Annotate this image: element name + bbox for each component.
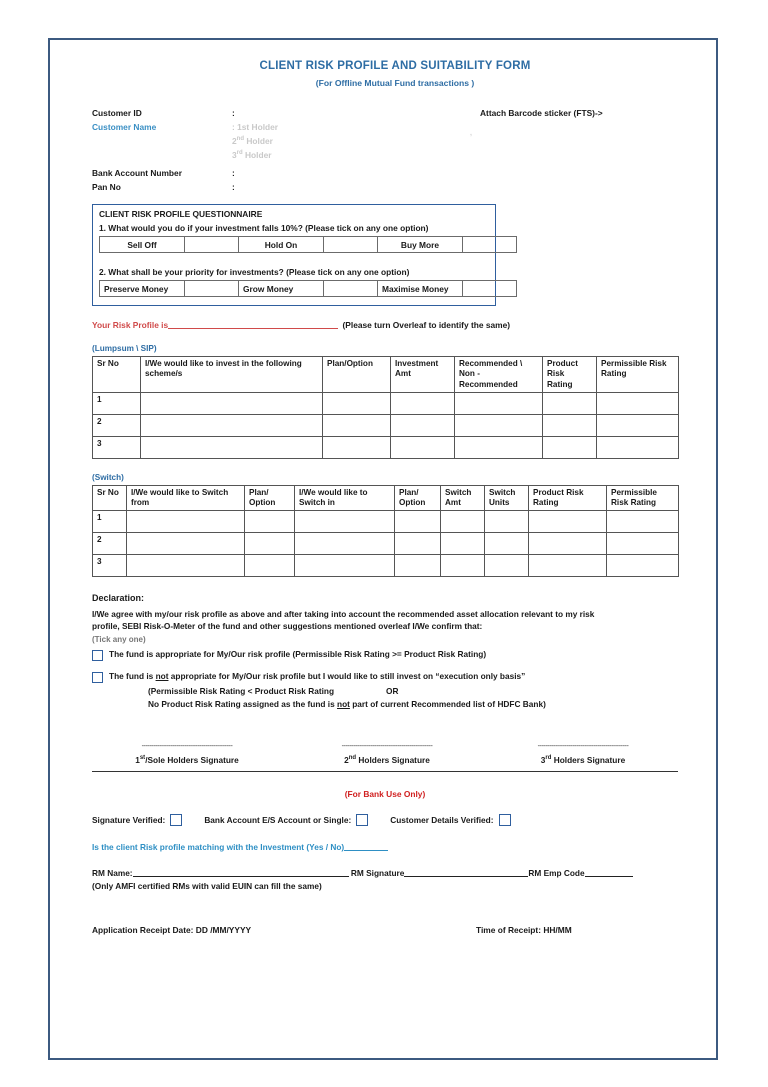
table-header-row xyxy=(93,485,679,511)
switch-row-1-units[interactable] xyxy=(485,511,529,533)
holder2-text: Holder xyxy=(244,136,273,146)
sig1-number: 1 xyxy=(135,755,140,766)
option2-text-a: The fund is xyxy=(109,671,156,682)
declaration-sub-or: OR xyxy=(386,686,399,697)
customer-details-verified-label: Customer Details Verified: xyxy=(390,815,494,826)
switch-row-1-sr: 1 xyxy=(93,511,127,533)
bank-account-number-colon: : xyxy=(232,168,235,178)
customer-name-label: Customer Name xyxy=(92,122,157,132)
signature-block-holder-1[interactable] xyxy=(92,743,282,765)
pan-no-label: Pan No xyxy=(92,182,121,192)
sub2-not-word: not xyxy=(337,699,350,710)
lumpsum-row-3-permissible-risk[interactable] xyxy=(597,436,679,458)
lumpsum-row-1-product-risk[interactable] xyxy=(543,392,597,414)
lumpsum-sip-table xyxy=(92,356,679,459)
risk-profile-match-question xyxy=(92,842,678,852)
sub2-text-b: part of current Recommended list of HDFC Bank) xyxy=(349,699,546,710)
switch-row-1-product-risk[interactable] xyxy=(529,511,607,533)
table-row xyxy=(100,237,517,253)
lumpsum-header-product-risk-rating: Product Risk Rating xyxy=(543,357,597,393)
your-risk-profile-label: Your Risk Profile is xyxy=(92,320,169,330)
lumpsum-row-1-plan[interactable] xyxy=(323,392,391,414)
q2-tick-cell-grow-money[interactable] xyxy=(324,281,378,297)
lumpsum-row-1-permissible-risk[interactable] xyxy=(597,392,679,414)
declaration-body-line-2: profile, SEBI Risk-O-Meter of the fund and other suggestions mentioned overleaf I/We confirm that: xyxy=(92,621,483,632)
switch-caption: (Switch) xyxy=(92,472,124,482)
option2-not-word: not xyxy=(155,671,169,682)
declaration-option-1-row[interactable] xyxy=(92,649,678,661)
q2-tick-cell-maximise-money[interactable] xyxy=(463,281,517,297)
switch-row-2-permissible-risk[interactable] xyxy=(607,533,679,555)
barcode-sticker-note: Attach Barcode sticker (FTS)-> xyxy=(480,108,603,118)
q1-tick-cell-buy-more[interactable] xyxy=(463,237,517,253)
lumpsum-header-recommended: Recommended \ Non - Recommended xyxy=(455,357,543,393)
customer-name-holder3-field[interactable] xyxy=(232,150,272,160)
declaration-option-2-label xyxy=(109,671,525,683)
switch-row-2-from[interactable] xyxy=(127,533,245,555)
switch-row-2-plan-in[interactable] xyxy=(395,533,441,555)
switch-header-plan-option-in: Plan/ Option xyxy=(395,485,441,511)
question-1-text: 1. What would you do if your investment falls 10%? (Please tick on any one option) xyxy=(99,223,429,233)
lumpsum-row-1-scheme[interactable] xyxy=(141,392,323,414)
switch-row-3-permissible-risk[interactable] xyxy=(607,555,679,577)
tick-any-one-note: (Tick any one) xyxy=(92,635,146,645)
for-bank-use-only-heading: (For Bank Use Only) xyxy=(344,789,426,800)
rm-name-input[interactable] xyxy=(133,876,349,877)
page-subtitle: (For Offline Mutual Fund transactions ) xyxy=(315,78,475,88)
switch-header-switch-in: I/We would like to Switch in xyxy=(295,485,395,511)
lumpsum-row-2-recommended[interactable] xyxy=(455,414,543,436)
switch-row-3-amt[interactable] xyxy=(441,555,485,577)
switch-row-2-plan-from[interactable] xyxy=(245,533,295,555)
customer-details-block xyxy=(92,108,678,196)
sub2-text-a: No Product Risk Rating assigned as the fund is xyxy=(148,699,338,710)
risk-profile-questionnaire-box xyxy=(92,204,496,306)
lumpsum-row-2-amt[interactable] xyxy=(391,414,455,436)
table-row xyxy=(93,533,679,555)
switch-row-1-permissible-risk[interactable] xyxy=(607,511,679,533)
lumpsum-row-3-amt[interactable] xyxy=(391,436,455,458)
lumpsum-row-3-recommended[interactable] xyxy=(455,436,543,458)
lumpsum-row-2-scheme[interactable] xyxy=(141,414,323,436)
checkbox-fund-not-appropriate[interactable] xyxy=(92,672,103,683)
switch-row-3-plan-in[interactable] xyxy=(395,555,441,577)
signatures-block xyxy=(92,743,678,777)
holder3-number: 3 xyxy=(232,150,237,160)
form-sheet xyxy=(92,60,678,939)
switch-row-3-plan-from[interactable] xyxy=(245,555,295,577)
signature-separator-rule xyxy=(92,771,678,772)
table-row xyxy=(100,281,517,297)
sig2-ordinal: nd xyxy=(348,755,357,762)
table-row xyxy=(93,414,679,436)
checkbox-fund-appropriate[interactable] xyxy=(92,650,103,661)
lumpsum-header-scheme: I/We would like to invest in the following scheme/s xyxy=(141,357,323,393)
signature-block-holder-2[interactable] xyxy=(292,743,482,765)
holder3-ordinal: rd xyxy=(236,150,243,157)
lumpsum-row-3-scheme[interactable] xyxy=(141,436,323,458)
q2-option-maximise-money: Maximise Money xyxy=(378,281,463,297)
switch-row-2-in[interactable] xyxy=(295,533,395,555)
switch-row-1-amt[interactable] xyxy=(441,511,485,533)
lumpsum-row-2-permissible-risk[interactable] xyxy=(597,414,679,436)
sig2-number: 2 xyxy=(344,755,349,766)
rm-details-row xyxy=(92,868,678,878)
switch-header-switch-amt: Switch Amt xyxy=(441,485,485,511)
declaration-option-1-label: The fund is appropriate for My/Our risk profile (Permissible Risk Rating >= Product Risk Rating) xyxy=(109,649,487,660)
sig1-ordinal: st xyxy=(139,755,146,762)
switch-header-product-risk-rating: Product Risk Rating xyxy=(529,485,607,511)
declaration-title: Declaration: xyxy=(92,593,145,604)
rm-signature-input[interactable] xyxy=(404,876,528,877)
q2-option-grow-money: Grow Money xyxy=(239,281,324,297)
customer-name-holder2-row xyxy=(92,136,678,150)
table-header-row xyxy=(93,357,679,393)
bank-account-number-row xyxy=(92,168,678,182)
lumpsum-row-3-sr: 3 xyxy=(93,436,141,458)
q1-tick-cell-sell-off[interactable] xyxy=(185,237,239,253)
option2-text-b: appropriate for My/Our risk profile but I would like to still invest on “execution only basis” xyxy=(168,671,526,682)
customer-name-holder2-field[interactable] xyxy=(232,136,273,146)
question-gap xyxy=(99,253,489,267)
match-question-input[interactable] xyxy=(344,850,388,851)
lumpsum-row-2-sr: 2 xyxy=(93,414,141,436)
question-2-options-table xyxy=(99,280,517,297)
switch-row-3-units[interactable] xyxy=(485,555,529,577)
switch-row-2-sr: 2 xyxy=(93,533,127,555)
q1-tick-cell-hold-on[interactable] xyxy=(324,237,378,253)
lumpsum-row-2-plan[interactable] xyxy=(323,414,391,436)
q1-option-sell-off: Sell Off xyxy=(100,237,185,253)
lumpsum-row-1-recommended[interactable] xyxy=(455,392,543,414)
switch-row-3-sr: 3 xyxy=(93,555,127,577)
customer-name-row xyxy=(92,122,678,136)
switch-header-switch-from: I/We would like to Switch from xyxy=(127,485,245,511)
customer-id-label: Customer ID xyxy=(92,108,142,118)
switch-row-1-plan-from[interactable] xyxy=(245,511,295,533)
sig3-text: Holders Signature xyxy=(551,755,626,766)
signature-dash-line-2: ----------------------------------------------- xyxy=(341,743,433,751)
barcode-placeholder-mark: , xyxy=(470,130,472,137)
signature-dash-line-3: ----------------------------------------------- xyxy=(537,743,629,751)
lumpsum-row-3-product-risk[interactable] xyxy=(543,436,597,458)
checkbox-customer-details-verified[interactable] xyxy=(499,814,511,826)
holder2-number: 2 xyxy=(232,136,237,146)
q1-option-buy-more: Buy More xyxy=(378,237,463,253)
signature-label-holder-2 xyxy=(292,755,482,765)
lumpsum-sip-caption: (Lumpsum \ SIP) xyxy=(92,344,157,353)
switch-header-sr-no: Sr No xyxy=(93,485,127,511)
signature-label-holder-1 xyxy=(92,755,282,765)
lumpsum-row-1-amt[interactable] xyxy=(391,392,455,414)
your-risk-profile-input[interactable] xyxy=(168,328,338,329)
question-2-text: 2. What shall be your priority for investments? (Please tick on any one option) xyxy=(99,267,410,277)
time-of-receipt: Time of Receipt: HH/MM xyxy=(476,925,572,936)
bank-account-es-label: Bank Account E/S Account or Single: xyxy=(204,815,352,826)
your-risk-profile-note: (Please turn Overleaf to identify the same) xyxy=(342,320,511,330)
table-row xyxy=(93,436,679,458)
switch-header-plan-option-from: Plan/ Option xyxy=(245,485,295,511)
pan-no-row xyxy=(92,182,678,196)
lumpsum-row-2-product-risk[interactable] xyxy=(543,414,597,436)
customer-name-holder1-field[interactable]: : 1st Holder xyxy=(232,122,279,132)
signature-dash-line-1: ----------------------------------------------- xyxy=(141,743,233,751)
declaration-sub-line-1 xyxy=(148,686,678,696)
switch-row-3-from[interactable] xyxy=(127,555,245,577)
switch-row-3-product-risk[interactable] xyxy=(529,555,607,577)
signature-block-holder-3[interactable] xyxy=(488,743,678,765)
checkbox-signature-verified[interactable] xyxy=(170,814,182,826)
declaration-sub-condition: (Permissible Risk Rating < Product Risk Rating xyxy=(148,686,335,697)
switch-row-1-from[interactable] xyxy=(127,511,245,533)
signature-label-holder-3 xyxy=(488,755,678,765)
sig1-text: /Sole Holders Signature xyxy=(145,755,239,766)
rm-emp-code-input[interactable] xyxy=(585,876,633,877)
bank-account-number-label: Bank Account Number xyxy=(92,168,182,178)
lumpsum-header-plan-option: Plan/Option xyxy=(323,357,391,393)
table-row xyxy=(93,555,679,577)
lumpsum-row-1-sr: 1 xyxy=(93,392,141,414)
rm-name-label: RM Name: xyxy=(92,868,133,879)
q2-tick-cell-preserve-money[interactable] xyxy=(185,281,239,297)
application-receipt-date: Application Receipt Date: DD /MM/YYYY xyxy=(92,925,252,936)
switch-header-permissible-risk-rating: Permissible Risk Rating xyxy=(607,485,679,511)
q2-option-preserve-money: Preserve Money xyxy=(100,281,185,297)
table-row xyxy=(93,392,679,414)
switch-row-2-units[interactable] xyxy=(485,533,529,555)
receipt-row xyxy=(92,925,678,939)
checkbox-bank-account-es[interactable] xyxy=(356,814,368,826)
lumpsum-header-permissible-risk-rating: Permissible Risk Rating xyxy=(597,357,679,393)
declaration-body-line-1: I/We agree with my/our risk profile as above and after taking into account the recommended asset allocation relevant to my risk xyxy=(92,609,595,620)
lumpsum-header-investment-amt: Investment Amt xyxy=(391,357,455,393)
sig2-text: Holders Signature xyxy=(356,755,430,766)
declaration-option-2-row[interactable] xyxy=(92,671,678,683)
sig3-number: 3 xyxy=(540,755,546,766)
question-1-options-table xyxy=(99,236,517,253)
match-question-label: Is the client Risk profile matching with the Investment (Yes / No) xyxy=(92,842,345,853)
customer-name-holder3-row xyxy=(92,150,678,164)
switch-row-2-amt[interactable] xyxy=(441,533,485,555)
switch-row-1-plan-in[interactable] xyxy=(395,511,441,533)
lumpsum-row-3-plan[interactable] xyxy=(323,436,391,458)
lumpsum-header-sr-no: Sr No xyxy=(93,357,141,393)
holder2-ordinal: nd xyxy=(236,136,245,143)
switch-row-3-in[interactable] xyxy=(295,555,395,577)
your-risk-profile-line xyxy=(92,320,678,330)
declaration-body xyxy=(92,608,672,632)
table-row xyxy=(93,511,679,533)
holder3-text: Holder xyxy=(242,150,272,160)
sig3-ordinal: rd xyxy=(545,755,552,762)
page-title: CLIENT RISK PROFILE AND SUITABILITY FORM xyxy=(259,60,531,72)
switch-row-1-in[interactable] xyxy=(295,511,395,533)
page-border-frame xyxy=(48,38,718,1060)
switch-row-2-product-risk[interactable] xyxy=(529,533,607,555)
pan-no-colon: : xyxy=(232,182,235,192)
q1-option-hold-on: Hold On xyxy=(239,237,324,253)
rm-emp-code-label: RM Emp Code xyxy=(528,868,585,879)
rm-amfi-note: (Only AMFI certified RMs with valid EUIN can fill the same) xyxy=(92,881,322,892)
questionnaire-heading: CLIENT RISK PROFILE QUESTIONNAIRE xyxy=(99,209,263,219)
switch-table xyxy=(92,485,679,578)
switch-header-switch-units: Switch Units xyxy=(485,485,529,511)
customer-id-colon: : xyxy=(232,108,235,118)
verification-row xyxy=(92,814,678,826)
rm-signature-label: RM Signature xyxy=(350,868,405,879)
signature-verified-label: Signature Verified: xyxy=(92,815,166,826)
declaration-sub-line-2 xyxy=(148,699,678,709)
